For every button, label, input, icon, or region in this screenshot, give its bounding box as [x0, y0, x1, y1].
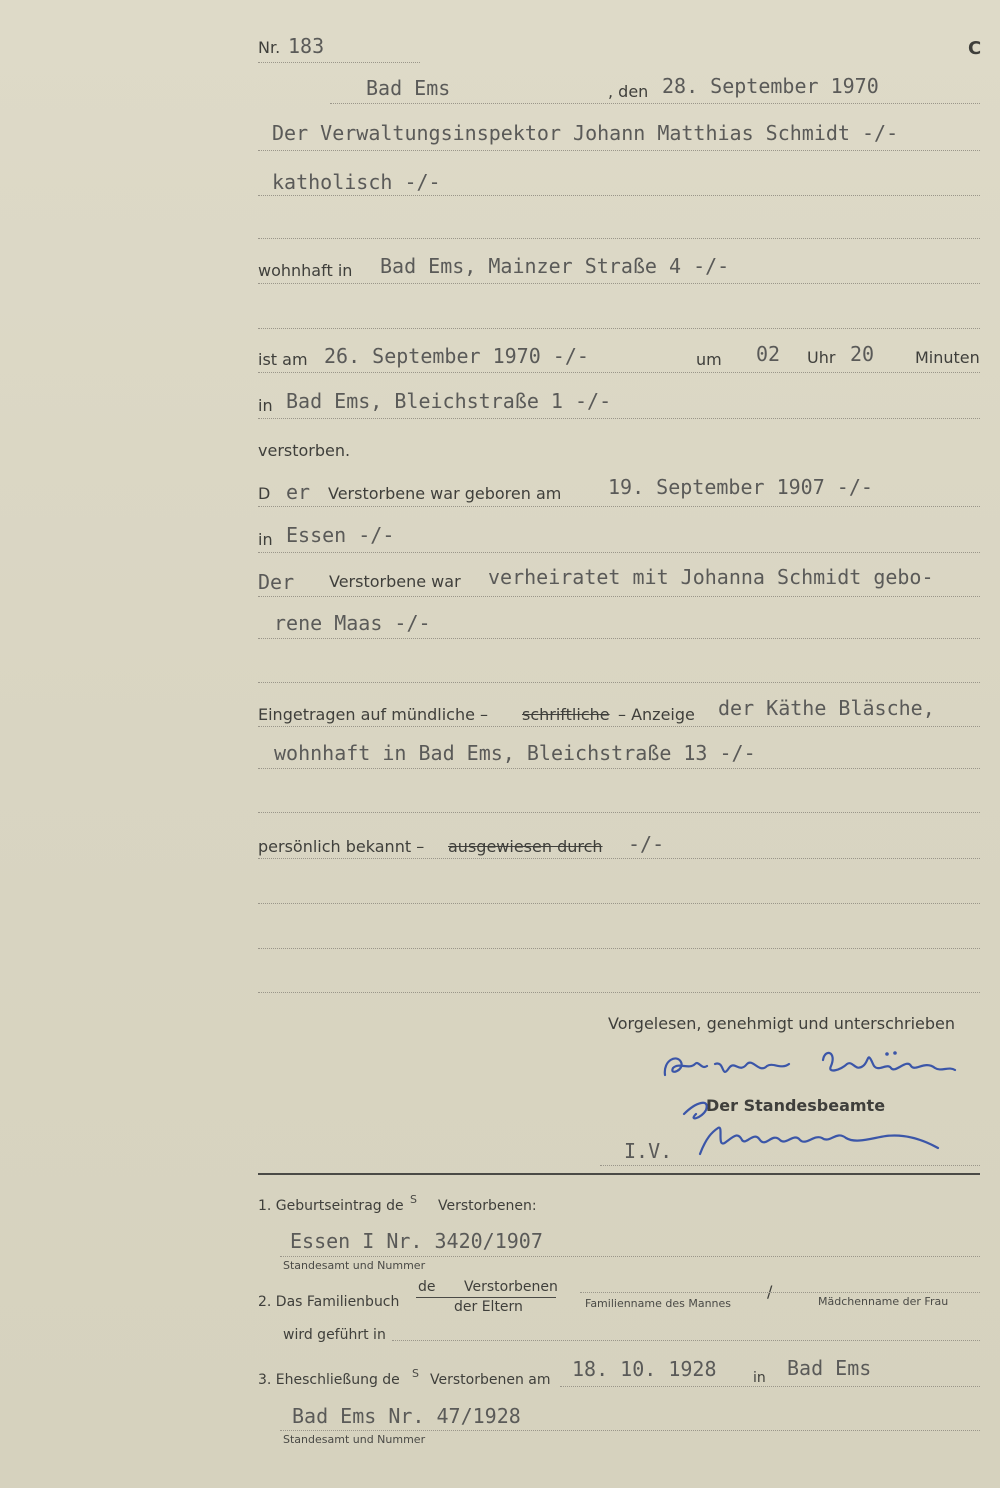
note1-line: [280, 1256, 980, 1257]
identity-value: -/-: [628, 832, 665, 856]
death-minutes: 20: [850, 342, 875, 366]
note2-label: 2. Das Familienbuch: [258, 1294, 400, 1310]
note2-top-v: Verstorbenen: [464, 1279, 558, 1295]
signature-line: [600, 1165, 980, 1166]
birth-place: Essen -/-: [286, 523, 395, 547]
line-8: [258, 506, 980, 507]
note2-slash: /: [767, 1282, 773, 1301]
line-15: [258, 812, 980, 813]
death-in-label: in: [258, 396, 273, 415]
death-date: 26. September 1970 -/-: [324, 344, 589, 368]
entry-label-a: Eingetragen auf mündliche –: [258, 705, 489, 724]
note3-label: 3. Eheschließung de: [258, 1372, 400, 1388]
nr-value: 183: [288, 34, 325, 58]
den-label: , den: [608, 82, 649, 101]
note1-value: Essen I Nr. 3420/1907: [290, 1229, 543, 1253]
marital-der: Der: [258, 570, 295, 594]
entry-line2: wohnhaft in Bad Ems, Bleichstraße 13 -/-: [274, 741, 756, 765]
note3-line: [560, 1386, 980, 1387]
note3-value: Bad Ems Nr. 47/1928: [292, 1404, 521, 1428]
marital-label: Verstorbene war: [329, 572, 461, 591]
note3-in: in: [753, 1370, 766, 1386]
registrar-label: Der Standesbeamte: [706, 1096, 886, 1115]
informant-line1: Der Verwaltungsinspektor Johann Matthias Schmidt -/-: [272, 121, 899, 145]
nr-line: [258, 62, 420, 63]
ist-am-label: ist am: [258, 350, 308, 369]
line-5: [258, 328, 980, 329]
line-13: [258, 726, 980, 727]
line-1: [258, 150, 980, 151]
note2-frau: Mädchenname der Frau: [818, 1295, 949, 1308]
birth-d-suffix: er: [286, 480, 311, 504]
note3-place: Bad Ems: [787, 1356, 872, 1380]
line-7: [258, 418, 980, 419]
note2-top-de: de: [418, 1279, 436, 1295]
note2-gefuehrt: wird geführt in: [283, 1327, 386, 1343]
note3-value-line: [280, 1430, 980, 1431]
birth-date: 19. September 1907 -/-: [608, 475, 873, 499]
um-label: um: [696, 350, 722, 369]
line-9: [258, 552, 980, 553]
note2-bottom: der Eltern: [454, 1299, 523, 1315]
line-2: [258, 195, 980, 196]
line-16: [258, 858, 980, 859]
line-12: [258, 682, 980, 683]
line-6: [258, 372, 980, 373]
date-value: 28. September 1970: [662, 74, 879, 98]
line-18: [258, 948, 980, 949]
entry-struck: schriftliche: [522, 705, 610, 724]
entry-label-b: – Anzeige: [618, 705, 695, 724]
marital-line2: rene Maas -/-: [274, 611, 431, 635]
identity-struck: ausgewiesen durch: [448, 837, 603, 856]
note1-label-b: Verstorbenen:: [438, 1198, 537, 1214]
marital-line1: verheiratet mit Johanna Schmidt gebo-: [488, 565, 934, 589]
minuten-label: Minuten: [915, 348, 980, 367]
line-11: [258, 638, 980, 639]
death-place: Bad Ems, Bleichstraße 1 -/-: [286, 389, 612, 413]
place-value: Bad Ems: [366, 76, 451, 100]
death-hour: 02: [756, 342, 781, 366]
read-label: Vorgelesen, genehmigt und unterschrieben: [608, 1014, 956, 1033]
note3-label-b: Verstorbenen am: [430, 1372, 551, 1388]
note2-name-line: [580, 1292, 980, 1293]
nr-label: Nr.: [258, 38, 281, 57]
wohnhaft-value: Bad Ems, Mainzer Straße 4 -/-: [380, 254, 730, 278]
note1-label: 1. Geburtseintrag de: [258, 1198, 404, 1214]
note3-standesamt: Standesamt und Nummer: [283, 1433, 426, 1446]
note2-line: [392, 1340, 980, 1341]
identity-label: persönlich bekannt –: [258, 837, 425, 856]
birth-in-label: in: [258, 530, 273, 549]
informant-signature: [655, 1040, 965, 1090]
birth-d-label: D: [258, 484, 271, 503]
registrar-signature: [676, 1088, 956, 1168]
line-19: [258, 992, 980, 993]
note2-mann: Familienname des Mannes: [585, 1297, 732, 1310]
iv-label: I.V.: [624, 1139, 673, 1163]
uhr-label: Uhr: [807, 348, 836, 367]
entry-line1: der Käthe Bläsche,: [718, 696, 935, 720]
line-17: [258, 903, 980, 904]
line-14: [258, 768, 980, 769]
verstorben-label: verstorben.: [258, 441, 351, 460]
note3-date: 18. 10. 1928: [572, 1357, 717, 1381]
place-line: [330, 103, 980, 104]
note1-standesamt: Standesamt und Nummer: [283, 1259, 426, 1272]
notes-divider: [258, 1173, 980, 1175]
note3-s: S: [412, 1367, 419, 1380]
note2-fraction-line: [416, 1297, 556, 1298]
corner-letter: C: [968, 38, 982, 59]
birth-label: Verstorbene war geboren am: [328, 484, 562, 503]
line-10: [258, 596, 980, 597]
line-3: [258, 238, 980, 239]
wohnhaft-label: wohnhaft in: [258, 261, 353, 280]
note1-s: S: [410, 1193, 417, 1206]
informant-line2: katholisch -/-: [272, 170, 441, 194]
line-4: [258, 283, 980, 284]
